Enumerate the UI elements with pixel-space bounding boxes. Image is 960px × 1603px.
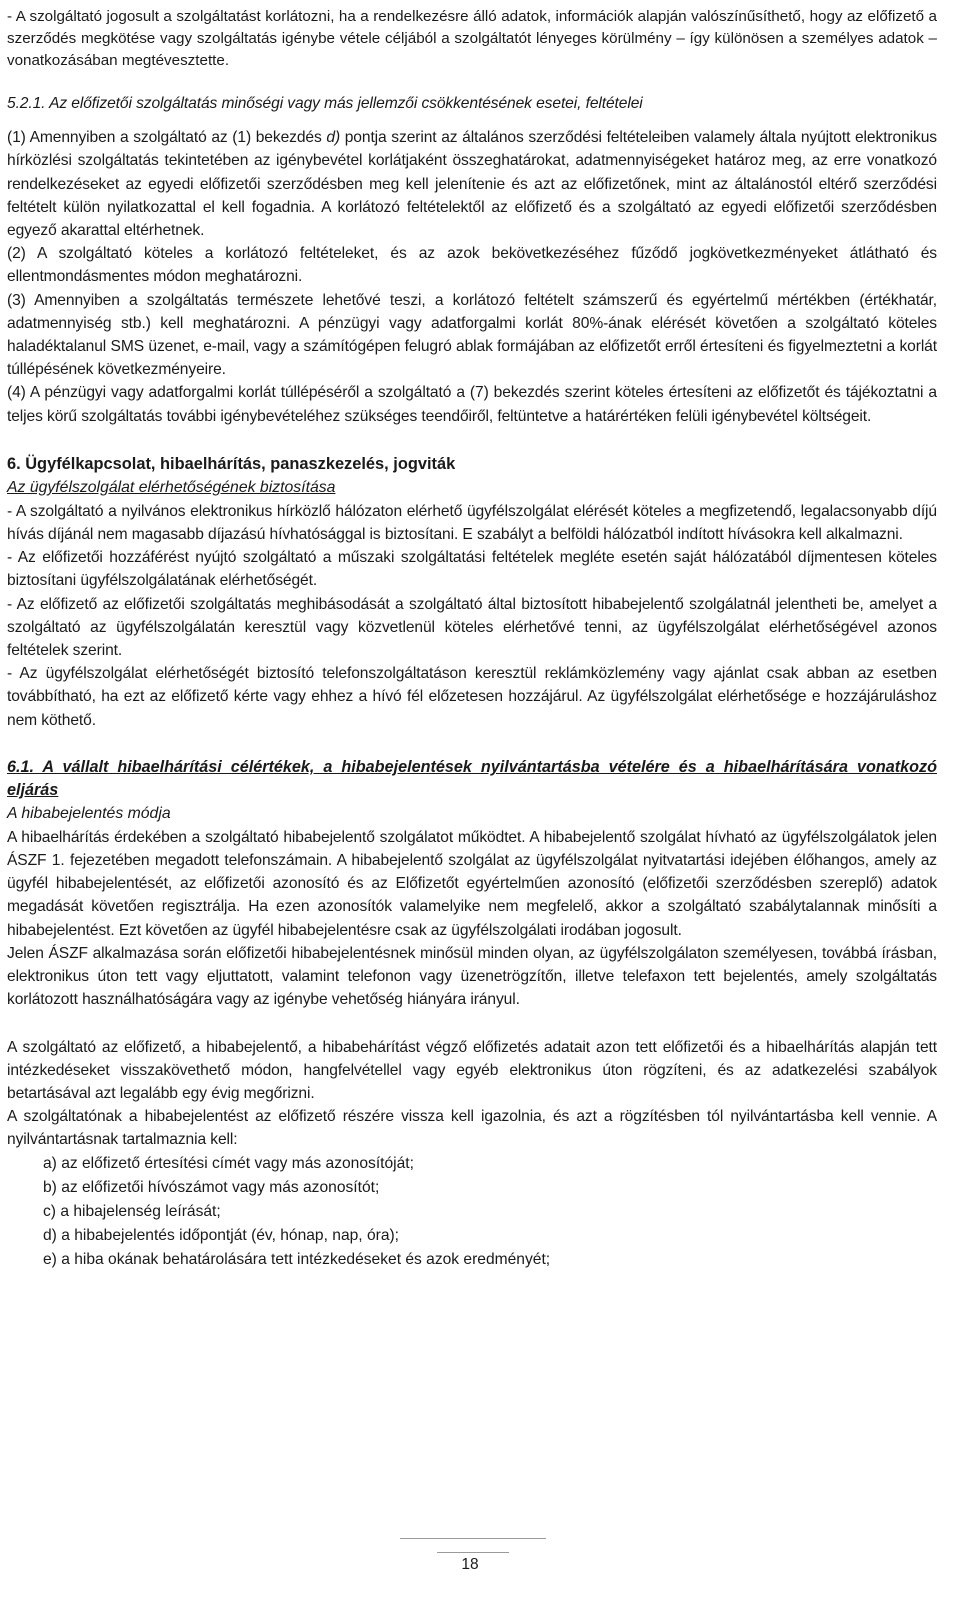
paragraph-61d: A szolgáltatónak a hibabejelentést az előfizető részére vissza kell igazolnia, és azt a rögzítésben tól nyilvántartásba kell vennie. A nyilvántartásnak tartalmaznia kell:	[7, 1108, 937, 1149]
paragraph-1	[7, 126, 937, 242]
list-item: a) az előfizető értesítési címét vagy más azonosítóját;	[43, 1154, 414, 1172]
paragraph-6c: - Az előfizető az előfizetői szolgáltatás meghibásodását a szolgáltató által biztosított hibabejelentő szolgálatnál jelentheti be, amelyet a szolgáltató az ügyfélszolgálatán keresztül vagy közvetlenül köteles elérhetővé tenni, az ügyfélszolgálat elérhetőségével azonos feltételek szerint.	[7, 595, 937, 660]
subheading-customer-service: Az ügyfélszolgálat elérhetőségének biztosítása	[7, 478, 336, 496]
paragraph-1-part-c: pontja szerint az általános szerződési feltételeiben valamely általa nyújtott elektronikus hírközlési szolgáltatás tekintetében az igénybevétel korlátjaként összeghatárokat, adatmennyiségeket határoz meg, az erre vonatkozó rendelkezéseket az egyedi előfizetői szerződésben meg kell jelenítenie és azt az előfizetőnek, mint az általánostól eltérő szerződési feltételt külön nyilatkozattal el kell fogadnia. A korlátozó feltételektől az előfizető és a szolgáltató az egyedi előfizetői szerződésben egyező akarattal eltérhetnek.	[7, 129, 937, 240]
subheading-fault-report-method: A hibabejelentés módja	[7, 804, 171, 822]
page-number: 18	[461, 1556, 479, 1573]
paragraph-61c: A szolgáltató az előfizető, a hibabejelentő, a hibabehárítást végző előfizetés adatait azon tett előfizetői és a hibaelhárítás alapján tett intézkedéseket visszakövethető módon, hangfelvétellel vagy egyéb elektronikus úton rögzíteni, és az adatkezelési szabályok betartásával azt legalább egy évig megőrizni.	[7, 1038, 937, 1102]
paragraph-1-part-a: (1) Amennyiben a szolgáltató az (1) bekezdés	[7, 129, 327, 147]
list-item: c) a hibajelenség leírását;	[43, 1202, 221, 1220]
paragraph-3: (3) Amennyiben a szolgáltatás természete lehetővé teszi, a korlátozó feltételt számszerű és egyértelmű mértékben (értékhatár, adatmennyiség stb.) kell meghatározni. A pénzügyi vagy adatforgalmi korlát 80%-ának elérését követően a szolgáltató köteles haladéktalanul SMS üzenet, e-mail, vagy a számítógépen felugró ablak formájában az előfizetőt erről értesíteni és figyelmeztetni a korlát túllépésének következményeire.	[7, 291, 937, 379]
section-heading-5-2-1: 5.2.1. Az előfizetői szolgáltatás minőségi vagy más jellemzői csökkentésének esetei, feltételei	[7, 95, 643, 112]
paragraph-2: (2) A szolgáltató köteles a korlátozó feltételeket, és az azok bekövetkezéséhez fűződő jogkövetkezményeket átlátható és ellentmondásmentes módon meghatározni.	[7, 245, 937, 286]
paragraph-restriction-clause: - A szolgáltató jogosult a szolgáltatást korlátozni, ha a rendelkezésre álló adatok, információk alapján valószínűsíthető, hogy az előfizető a szerződés megkötése vagy szolgáltatás igénybe vétele céljából a szolgáltatót lényeges körülmény – így különösen a személyes adatok – vonatkozásában megtévesztette.	[7, 8, 937, 69]
paragraph-6a: - A szolgáltató a nyilvános elektronikus hírközlő hálózaton elérhető ügyfélszolgálat elérését köteles a megfizetendő, legalacsonyabb díjú hívás díjánál nem magasabb díjazású hívhatósággal is biztosítani. E szabályt a belföldi hálózatból indított hívásokra kell alkalmazni.	[7, 502, 937, 544]
section-heading-6-1	[7, 756, 937, 802]
paragraph-6d: - Az ügyfélszolgálat elérhetőségét biztosító telefonszolgáltatáson keresztül reklámközlemény vagy ajánlat csak abban az esetben továbbítható, ha ezt az előfizető kérte vagy ehhez a hívó fél előzetesen hozzájárul. Az ügyfélszolgálat elérhetősége e hozzájáruláshoz nem köthető.	[7, 665, 937, 729]
document-page	[7, 0, 937, 1272]
list-item: b) az előfizetői hívószámot vagy más azonosítót;	[43, 1178, 380, 1196]
paragraph-61a: A hibaelhárítás érdekében a szolgáltató hibabejelentő szolgálatot működtet. A hibabejelentő szolgálat hívható az ügyfélszolgálatok jelen ÁSZF 1. fejezetében megadott telefonszámain. A hibabejelentő szolgálat az ügyfélszolgálat nyitvatartási idejében élőhangos, amely az ügyfél hibabejelentését, az előfizetői azonosító és az Előfizetőt egyértelműen azonosító (előfizetői szerződésben szereplő) adatok megadását követően regisztrálja. Ha ezen azonosítók valamelyike nem megfelelő, akkor a szolgáltató szabálytalannak minősíti a hibabejelentést. Ezt követően az ügyfél hibabejelentésre csak az ügyfélszolgálati irodában jogosult.	[7, 828, 937, 939]
paragraph-4: (4) A pénzügyi vagy adatforgalmi korlát túllépéséről a szolgáltató a (7) bekezdés szerint köteles értesíteni az előfizetőt és tájékoztatni a teljes körű szolgáltatás további igénybevételéhez szükséges teendőiről, feltüntetve a határértéken felüli igénybevétel költségeit.	[7, 384, 937, 425]
paragraph-1-part-b: d)	[326, 129, 341, 147]
paragraph-6b: - Az előfizetői hozzáférést nyújtó szolgáltató a műszaki szolgáltatási feltételek megléte esetén saját hálózatából díjmentesen köteles biztosítani ügyfélszolgálatának elérhetőségét.	[7, 549, 937, 590]
paragraph-61b: Jelen ÁSZF alkalmazása során előfizetői hibabejelentésnek minősül minden olyan, az ügyfélszolgálaton személyesen, továbbá írásban, elektronikus úton tett vagy eljuttatott, valamint telefonon vagy üzenetrögzítőn, illetve telefaxon tett bejelentés, amely szolgáltatás korlátozott használhatóságára vagy az igénybe vehetőség hiányára irányul.	[7, 944, 937, 1009]
list-item: e) a hiba okának behatárolására tett intézkedéseket és azok eredményét;	[43, 1250, 551, 1268]
footer-divider	[400, 1538, 546, 1539]
footer-divider-short	[437, 1552, 509, 1553]
list-item: d) a hibabejelentés időpontját (év, hónap, nap, óra);	[43, 1226, 400, 1244]
section-heading-6: 6. Ügyfélkapcsolat, hibaelhárítás, panaszkezelés, jogviták	[7, 454, 456, 473]
section-heading-6-1-text: 6.1. A vállalt hibaelhárítási célértékek, a hibabejelentések nyilvántartásba vételére és a hibaelhárítására vonatkozó eljárás	[7, 757, 937, 799]
page-footer	[0, 1538, 960, 1598]
registry-contents-list	[7, 1152, 937, 1272]
